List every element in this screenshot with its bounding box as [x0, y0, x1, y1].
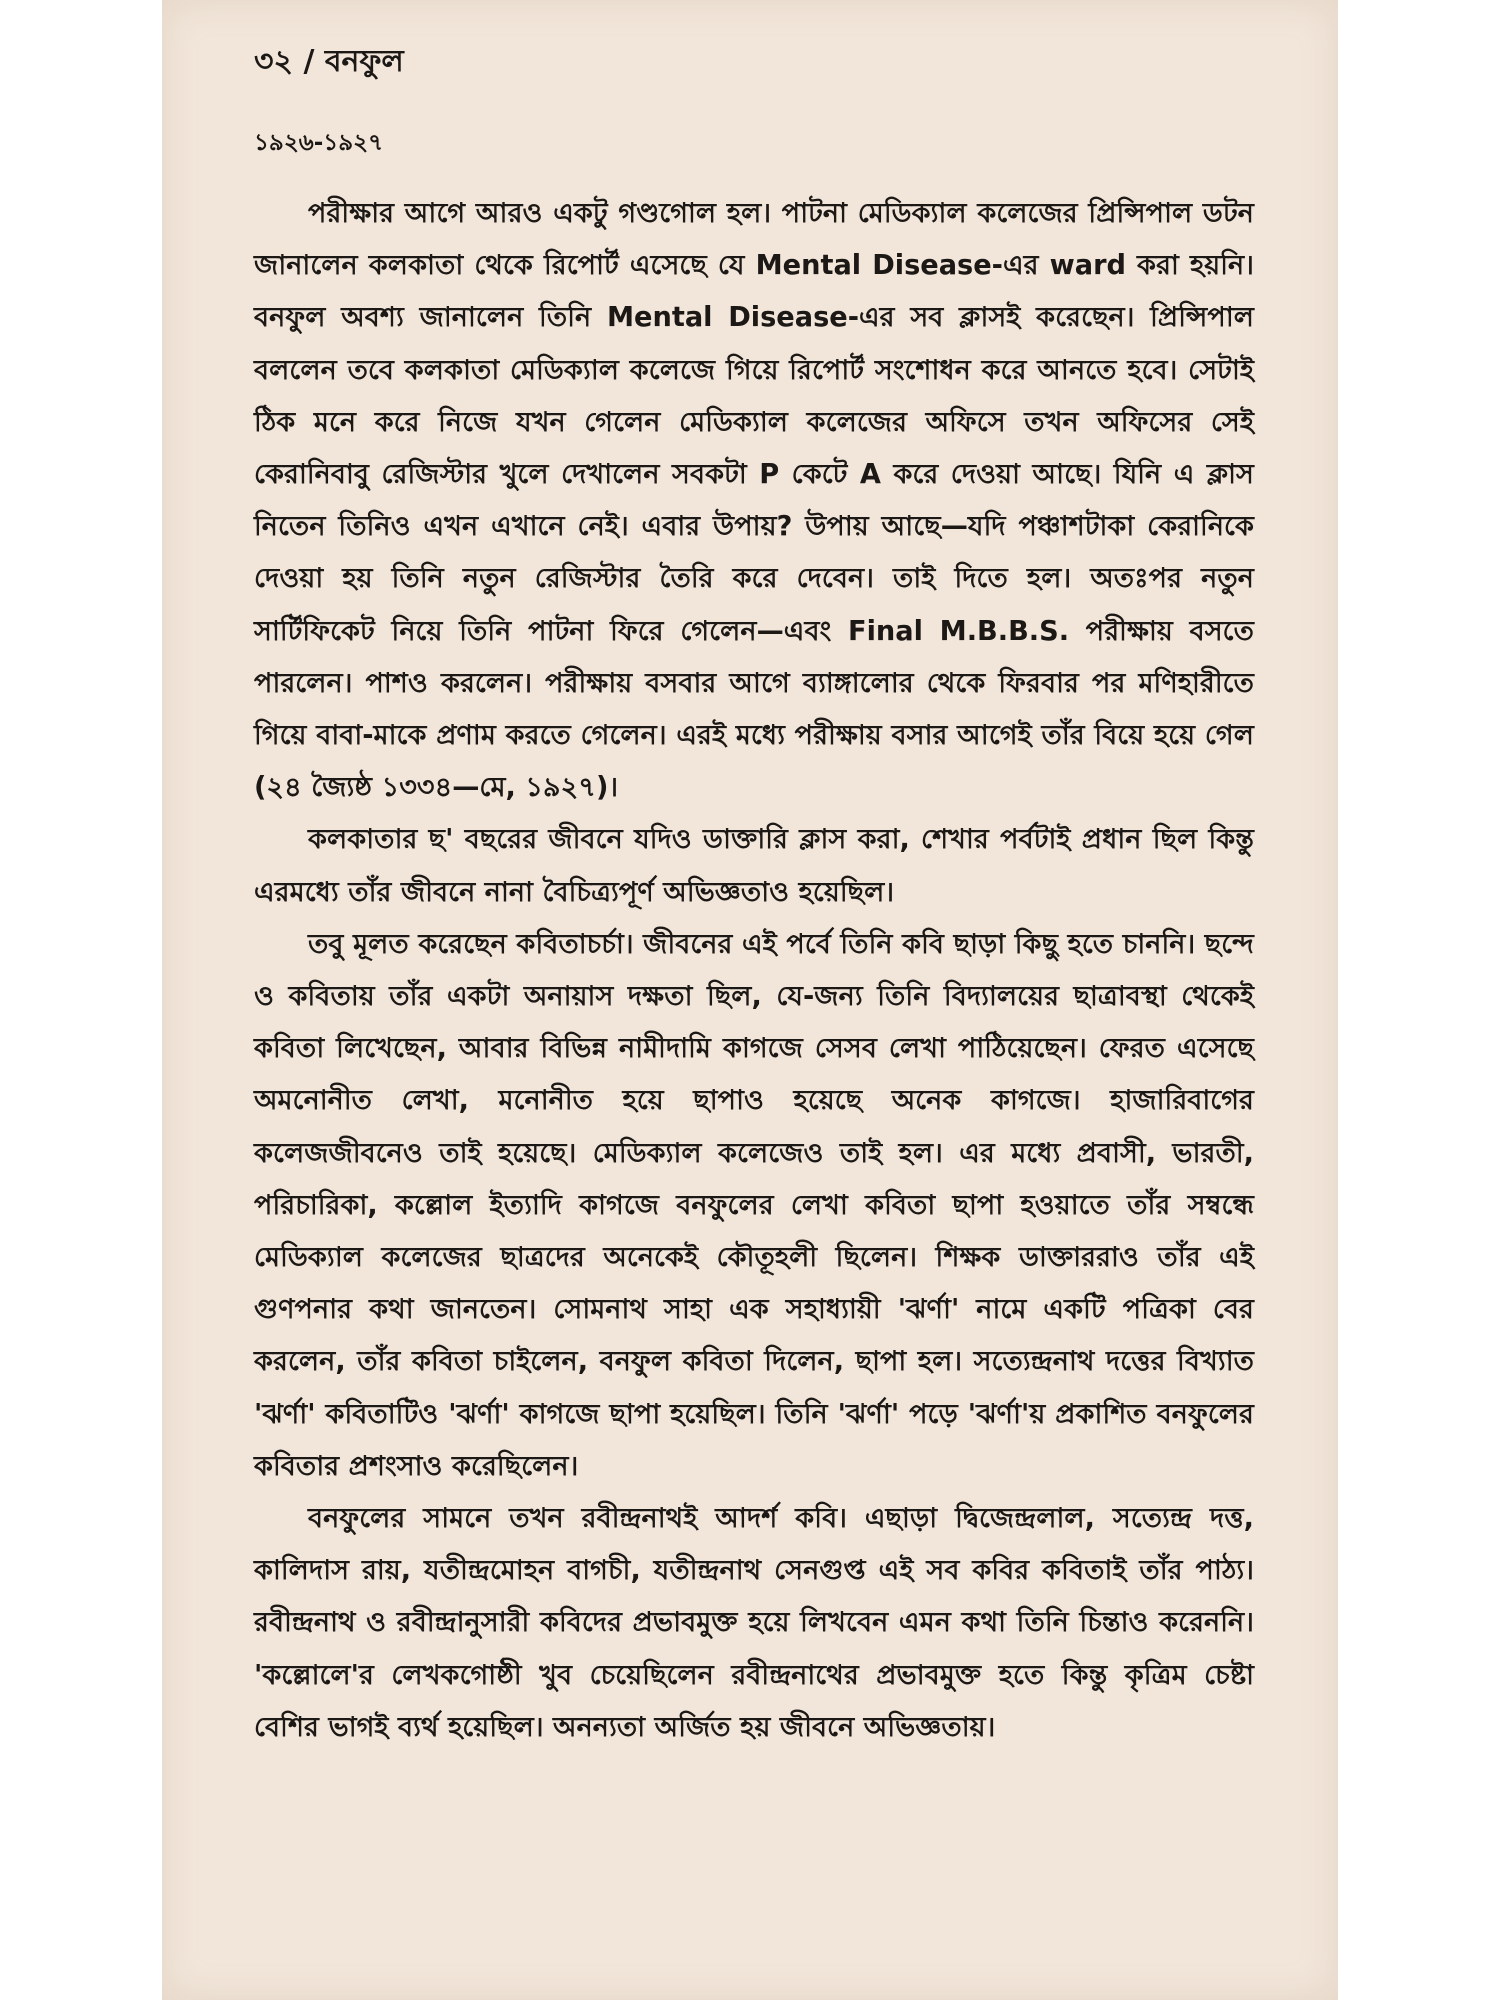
book-page [162, 0, 1338, 2000]
paragraph: কলকাতার ছ' বছরের জীবনে যদিও ডাক্তারি ক্লাস করা, শেখার পর্বটাই প্রধান ছিল কিন্তু এরমধ্যে তাঁর জীবনে নানা বৈচিত্র্যপূর্ণ অভিজ্ঞতাও হয়েছিল। [254, 824, 1254, 908]
running-head: ৩২ / বনফুল [254, 44, 404, 79]
body-text [254, 188, 1254, 1754]
section-years: ১৯২৬-১৯২৭ [254, 130, 384, 156]
paragraph: বনফুলের সামনে তখন রবীন্দ্রনাথই আদর্শ কবি। এছাড়া দ্বিজেন্দ্রলাল, সত্যেন্দ্র দত্ত, কালিদাস রায়, যতীন্দ্রমোহন বাগচী, যতীন্দ্রনাথ সেনগুপ্ত এই সব কবির কবিতাই তাঁর পাঠ্য। রবীন্দ্রনাথ ও রবীন্দ্রানুসারী কবিদের প্রভাবমুক্ত হয়ে লিখবেন এমন কথা তিনি চিন্তাও করেননি। 'কল্লোলে'র লেখকগোষ্ঠী খুব চেয়েছিলেন রবীন্দ্রনাথের প্রভাবমুক্ত হতে কিন্তু কৃত্রিম চেষ্টা বেশির ভাগই ব্যর্থ হয়েছিল। অনন্যতা অর্জিত হয় জীবনে অভিজ্ঞতায়। [254, 1503, 1254, 1743]
paragraph: তবু মূলত করেছেন কবিতাচর্চা। জীবনের এই পর্বে তিনি কবি ছাড়া কিছু হতে চাননি। ছন্দে ও কবিতায় তাঁর একটা অনায়াস দক্ষতা ছিল, যে-জন্য তিনি বিদ্যালয়ের ছাত্রাবস্থা থেকেই কবিতা লিখেছেন, আবার বিভিন্ন নামীদামি কাগজে সেসব লেখা পাঠিয়েছেন। ফেরত এসেছে অমনোনীত লেখা, মনোনীত হয়ে ছাপাও হয়েছে অনেক কাগজে। হাজারিবাগের কলেজজীবনেও তাই হয়েছে। মেডিক্যাল কলেজেও তাই হল। এর মধ্যে প্রবাসী, ভারতী, পরিচারিকা, কল্লোল ইত্যাদি কাগজে বনফুলের লেখা কবিতা ছাপা হওয়াতে তাঁর সম্বন্ধে মেডিক্যাল কলেজের ছাত্রদের অনেকেই কৌতূহলী ছিলেন। শিক্ষক ডাক্তাররাও তাঁর এই গুণপনার কথা জানতেন। সোমনাথ সাহা এক সহাধ্যায়ী 'ঝর্ণা' নামে একটি পত্রিকা বের করলেন, তাঁর কবিতা চাইলেন, বনফুল কবিতা দিলেন, ছাপা হল। সত্যেন্দ্রনাথ দত্তের বিখ্যাত 'ঝর্ণা' কবিতাটিও 'ঝর্ণা' কাগজে ছাপা হয়েছিল। তিনি 'ঝর্ণা' পড়ে 'ঝর্ণা'য় প্রকাশিত বনফুলের কবিতার প্রশংসাও করেছিলেন। [254, 928, 1254, 1482]
paragraph: পরীক্ষার আগে আরও একটু গণ্ডগোল হল। পাটনা মেডিক্যাল কলেজের প্রিন্সিপাল ডটন জানালেন কলকাতা থেকে রিপোর্ট এসেছে যে Mental Disease-এর ward করা হয়নি। বনফুল অবশ্য জানালেন তিনি Mental Disease-এর সব ক্লাসই করেছেন। প্রিন্সিপাল বললেন তবে কলকাতা মেডিক্যাল কলেজে গিয়ে রিপোর্ট সংশোধন করে আনতে হবে। সেটাই ঠিক মনে করে নিজে যখন গেলেন মেডিক্যাল কলেজের অফিসে তখন অফিসের সেই কেরানিবাবু রেজিস্টার খুলে দেখালেন সবকটা P কেটে A করে দেওয়া আছে। যিনি এ ক্লাস নিতেন তিনিও এখন এখানে নেই। এবার উপায়? উপায় আছে—যদি পঞ্চাশটাকা কেরানিকে দেওয়া হয় তিনি নতুন রেজিস্টার তৈরি করে দেবেন। তাই দিতে হল। অতঃপর নতুন সার্টিফিকেট নিয়ে তিনি পাটনা ফিরে গেলেন—এবং Final M.B.B.S. পরীক্ষায় বসতে পারলেন। পাশও করলেন। পরীক্ষায় বসবার আগে ব্যাঙ্গালোর থেকে ফিরবার পর মণিহারীতে গিয়ে বাবা-মাকে প্রণাম করতে গেলেন। এরই মধ্যে পরীক্ষায় বসার আগেই তাঁর বিয়ে হয়ে গেল (২৪ জ্যৈষ্ঠ ১৩৩৪—মে, ১৯২৭)। [254, 198, 1254, 804]
